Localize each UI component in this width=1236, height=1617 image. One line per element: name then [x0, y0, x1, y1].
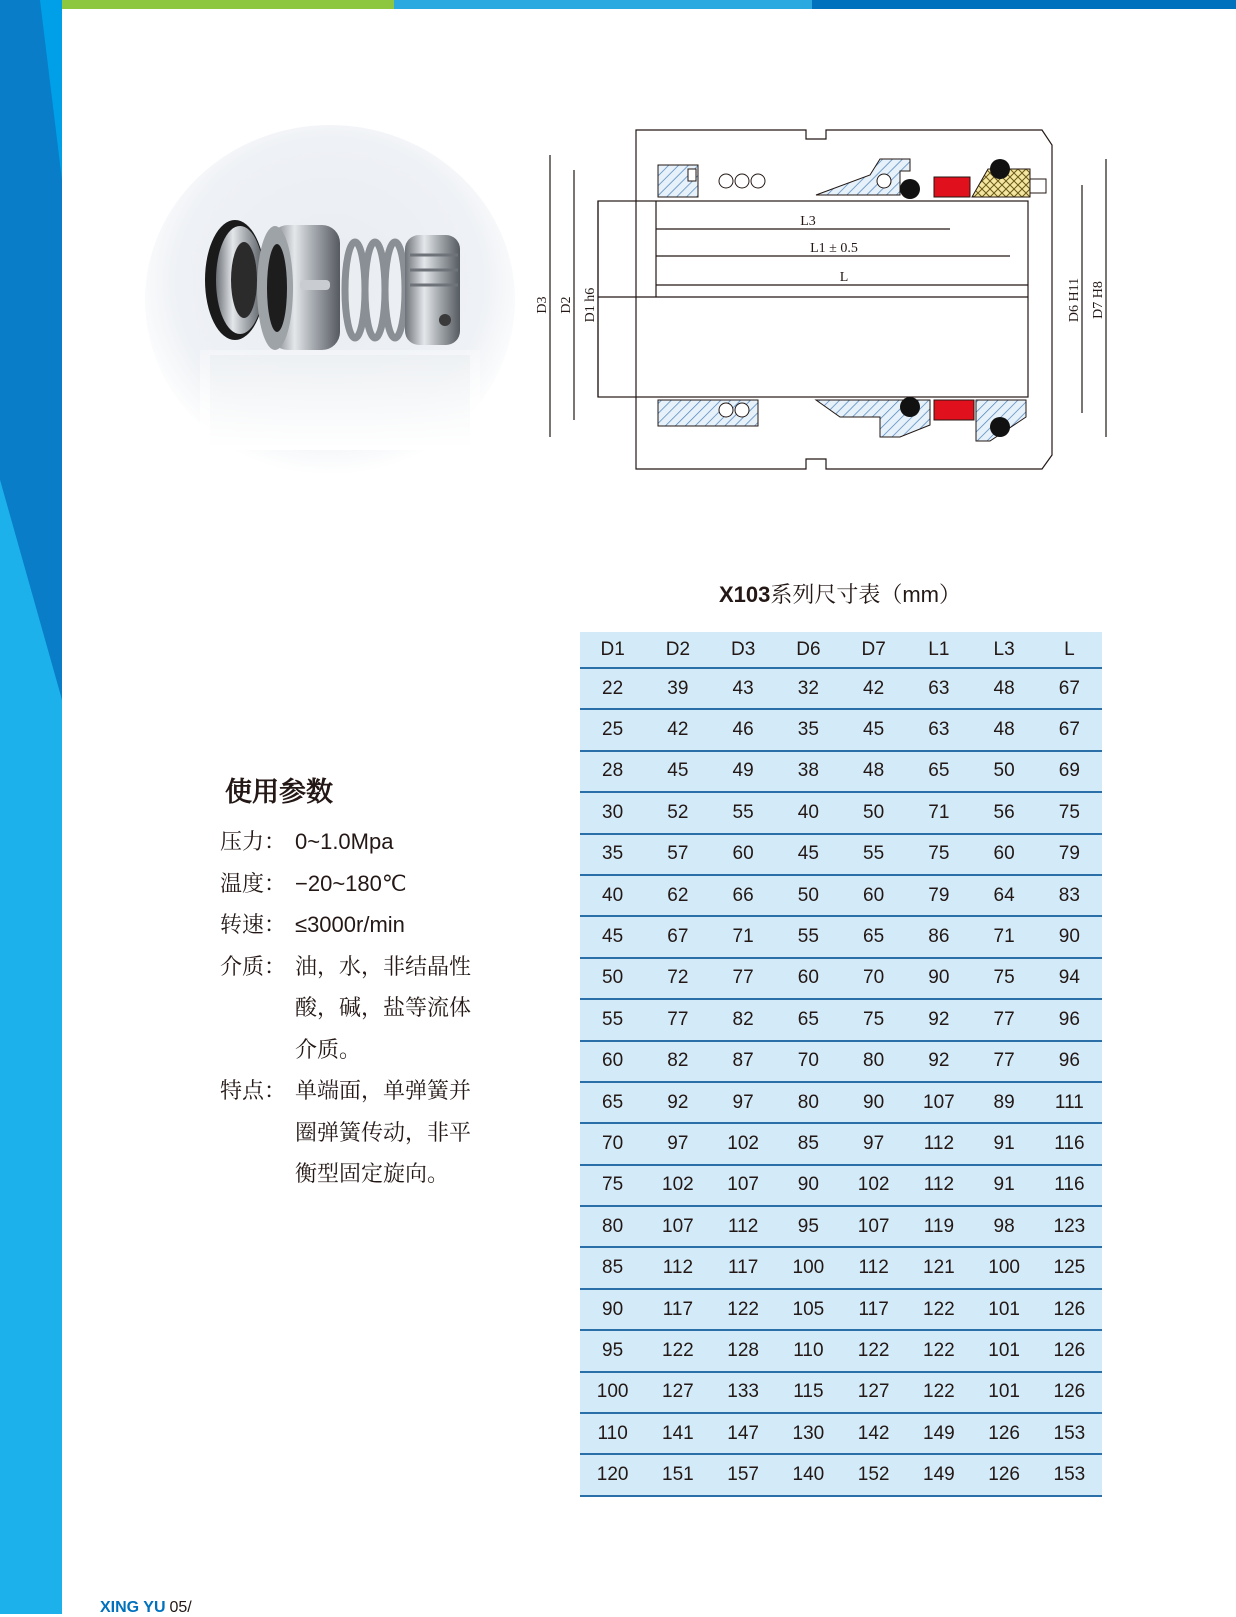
table-cell: 45	[776, 834, 841, 875]
table-cell: 97	[645, 1123, 710, 1164]
table-cell: 85	[580, 1247, 645, 1288]
usage-parameters	[220, 770, 520, 1195]
table-row	[580, 999, 1102, 1040]
table-cell: 71	[906, 792, 971, 833]
column-header: D2	[645, 632, 710, 668]
table-cell: 60	[711, 834, 776, 875]
column-header: D3	[711, 632, 776, 668]
table-cell: 40	[776, 792, 841, 833]
table-cell: 57	[645, 834, 710, 875]
table-cell: 133	[711, 1372, 776, 1413]
table-row	[580, 1372, 1102, 1413]
table-cell: 86	[906, 916, 971, 957]
table-cell: 77	[645, 999, 710, 1040]
table-cell: 60	[580, 1041, 645, 1082]
table-cell: 22	[580, 668, 645, 709]
table-cell: 123	[1037, 1206, 1102, 1247]
column-header: L3	[972, 632, 1037, 668]
table-cell: 48	[972, 668, 1037, 709]
table-row	[580, 792, 1102, 833]
column-header: D1	[580, 632, 645, 668]
table-row	[580, 1454, 1102, 1495]
table-cell: 96	[1037, 1041, 1102, 1082]
table-cell: 105	[776, 1289, 841, 1330]
table-cell: 63	[906, 668, 971, 709]
table-title-text: 系列尺寸表（mm）	[770, 582, 962, 607]
table-cell: 42	[645, 709, 710, 750]
table-cell: 119	[906, 1206, 971, 1247]
table-row	[580, 709, 1102, 750]
table-cell: 67	[1037, 668, 1102, 709]
table-cell: 66	[711, 875, 776, 916]
param-key: 转速：	[220, 912, 287, 937]
table-cell: 112	[841, 1247, 906, 1288]
table-cell: 115	[776, 1372, 841, 1413]
dim-label-d2: D2	[559, 296, 574, 314]
table-cell: 153	[1037, 1454, 1102, 1495]
table-cell: 39	[645, 668, 710, 709]
table-cell: 35	[776, 709, 841, 750]
param-row-medium	[220, 946, 520, 1071]
table-row	[580, 1041, 1102, 1082]
table-cell: 75	[580, 1165, 645, 1206]
table-cell: 85	[776, 1123, 841, 1164]
table-cell: 112	[645, 1247, 710, 1288]
table-header-row	[580, 632, 1102, 668]
table-cell: 116	[1037, 1165, 1102, 1206]
table-cell: 90	[776, 1165, 841, 1206]
top-color-bar	[62, 0, 1236, 9]
table-row	[580, 1330, 1102, 1371]
table-cell: 70	[841, 958, 906, 999]
table-cell: 126	[972, 1454, 1037, 1495]
table-cell: 62	[645, 875, 710, 916]
table-cell: 130	[776, 1413, 841, 1454]
param-value: 单端面，单弹簧并圈弹簧传动，非平衡型固定旋向。	[295, 1078, 472, 1186]
table-row	[580, 751, 1102, 792]
param-row-speed	[220, 904, 520, 946]
page-footer	[100, 1599, 192, 1617]
table-cell: 77	[711, 958, 776, 999]
table-cell: 67	[1037, 709, 1102, 750]
table-cell: 96	[1037, 999, 1102, 1040]
table-cell: 92	[906, 1041, 971, 1082]
table-cell: 55	[776, 916, 841, 957]
table-cell: 97	[711, 1082, 776, 1123]
param-row-features	[220, 1070, 520, 1195]
column-header: L1	[906, 632, 971, 668]
table-cell: 107	[841, 1206, 906, 1247]
table-cell: 63	[906, 709, 971, 750]
table-cell: 40	[580, 875, 645, 916]
table-cell: 90	[1037, 916, 1102, 957]
table-cell: 77	[972, 1041, 1037, 1082]
table-cell: 152	[841, 1454, 906, 1495]
table-cell: 122	[906, 1289, 971, 1330]
param-row-pressure	[220, 821, 520, 863]
table-cell: 90	[841, 1082, 906, 1123]
table-cell: 83	[1037, 875, 1102, 916]
table-cell: 60	[776, 958, 841, 999]
param-value: ≤3000r/min	[295, 912, 405, 937]
table-row	[580, 916, 1102, 957]
dim-label-d6: D6 H11	[1067, 277, 1082, 323]
param-key: 介质：	[220, 953, 287, 979]
table-cell: 60	[972, 834, 1037, 875]
table-cell: 92	[645, 1082, 710, 1123]
table-cell: 50	[841, 792, 906, 833]
table-cell: 80	[841, 1041, 906, 1082]
table-row	[580, 1247, 1102, 1288]
param-key: 压力：	[220, 829, 287, 854]
table-cell: 45	[841, 709, 906, 750]
table-cell: 141	[645, 1413, 710, 1454]
table-title-model: X103	[718, 582, 771, 607]
table-cell: 65	[776, 999, 841, 1040]
table-cell: 101	[972, 1289, 1037, 1330]
table-cell: 100	[972, 1247, 1037, 1288]
table-cell: 75	[1037, 792, 1102, 833]
table-cell: 65	[580, 1082, 645, 1123]
table-cell: 72	[645, 958, 710, 999]
table-cell: 122	[645, 1330, 710, 1371]
table-cell: 42	[841, 668, 906, 709]
table-cell: 77	[972, 999, 1037, 1040]
dimension-table	[580, 632, 1102, 1497]
table-cell: 64	[972, 875, 1037, 916]
table-cell: 122	[906, 1330, 971, 1371]
table-cell: 55	[580, 999, 645, 1040]
table-cell: 117	[711, 1247, 776, 1288]
table-cell: 90	[580, 1289, 645, 1330]
table-cell: 126	[1037, 1372, 1102, 1413]
table-cell: 142	[841, 1413, 906, 1454]
table-cell: 107	[645, 1206, 710, 1247]
table-cell: 122	[841, 1330, 906, 1371]
params-heading: 使用参数	[225, 777, 333, 807]
table-cell: 140	[776, 1454, 841, 1495]
table-cell: 70	[580, 1123, 645, 1164]
table-cell: 127	[841, 1372, 906, 1413]
table-cell: 122	[906, 1372, 971, 1413]
table-cell: 75	[841, 999, 906, 1040]
table-cell: 126	[1037, 1289, 1102, 1330]
table-cell: 71	[972, 916, 1037, 957]
table-cell: 79	[1037, 834, 1102, 875]
table-cell: 120	[580, 1454, 645, 1495]
dim-label-l: L	[839, 270, 849, 285]
table-cell: 95	[580, 1330, 645, 1371]
param-key: 温度：	[220, 870, 287, 896]
table-cell: 98	[972, 1206, 1037, 1247]
table-cell: 52	[645, 792, 710, 833]
param-row-temperature	[220, 863, 520, 905]
side-band	[0, 0, 62, 1614]
table-cell: 69	[1037, 751, 1102, 792]
table-cell: 100	[776, 1247, 841, 1288]
table-row	[580, 1123, 1102, 1164]
table-cell: 128	[711, 1330, 776, 1371]
param-key: 特点：	[220, 1078, 287, 1103]
table-cell: 149	[906, 1454, 971, 1495]
table-cell: 65	[841, 916, 906, 957]
table-cell: 125	[1037, 1247, 1102, 1288]
column-header: D6	[776, 632, 841, 668]
table-cell: 92	[906, 999, 971, 1040]
table-cell: 90	[906, 958, 971, 999]
table-cell: 121	[906, 1247, 971, 1288]
table-cell: 91	[972, 1123, 1037, 1164]
table-cell: 110	[580, 1413, 645, 1454]
table-cell: 102	[841, 1165, 906, 1206]
table-cell: 91	[972, 1165, 1037, 1206]
table-cell: 35	[580, 834, 645, 875]
table-row	[580, 1413, 1102, 1454]
table-cell: 48	[841, 751, 906, 792]
table-row	[580, 668, 1102, 709]
table-cell: 107	[906, 1082, 971, 1123]
table-cell: 50	[580, 958, 645, 999]
table-row	[580, 1206, 1102, 1247]
table-row	[580, 1082, 1102, 1123]
table-cell: 102	[645, 1165, 710, 1206]
table-cell: 97	[841, 1123, 906, 1164]
table-cell: 49	[711, 751, 776, 792]
table-cell: 157	[711, 1454, 776, 1495]
table-title	[580, 578, 1100, 609]
table-cell: 43	[711, 668, 776, 709]
table-cell: 111	[1037, 1082, 1102, 1123]
table-cell: 82	[645, 1041, 710, 1082]
table-cell: 87	[711, 1041, 776, 1082]
table-cell: 117	[841, 1289, 906, 1330]
table-cell: 67	[645, 916, 710, 957]
table-cell: 55	[841, 834, 906, 875]
table-cell: 149	[906, 1413, 971, 1454]
table-cell: 48	[972, 709, 1037, 750]
page-number: 05/	[169, 1599, 192, 1616]
table-row	[580, 1165, 1102, 1206]
table-cell: 65	[906, 751, 971, 792]
table-cell: 89	[972, 1082, 1037, 1123]
param-value: 0~1.0Mpa	[295, 829, 394, 854]
table-cell: 45	[645, 751, 710, 792]
table-cell: 55	[711, 792, 776, 833]
table-cell: 117	[645, 1289, 710, 1330]
table-cell: 71	[711, 916, 776, 957]
table-row	[580, 875, 1102, 916]
table-cell: 60	[841, 875, 906, 916]
table-cell: 82	[711, 999, 776, 1040]
table-cell: 102	[711, 1123, 776, 1164]
dim-label-l3: L3	[800, 214, 816, 229]
table-cell: 56	[972, 792, 1037, 833]
product-photo	[140, 130, 520, 490]
table-cell: 50	[776, 875, 841, 916]
dim-label-d3: D3	[535, 296, 550, 314]
table-cell: 46	[711, 709, 776, 750]
table-cell: 112	[906, 1165, 971, 1206]
table-cell: 95	[776, 1206, 841, 1247]
table-cell: 45	[580, 916, 645, 957]
column-header: D7	[841, 632, 906, 668]
table-cell: 101	[972, 1330, 1037, 1371]
table-row	[580, 834, 1102, 875]
table-cell: 127	[645, 1372, 710, 1413]
table-row	[580, 958, 1102, 999]
table-cell: 107	[711, 1165, 776, 1206]
dim-label-l1: L1 ± 0.5	[810, 241, 858, 256]
table-cell: 79	[906, 875, 971, 916]
section-drawing	[535, 125, 1150, 485]
table-cell: 25	[580, 709, 645, 750]
table-cell: 112	[711, 1206, 776, 1247]
table-cell: 75	[906, 834, 971, 875]
table-cell: 126	[972, 1413, 1037, 1454]
table-cell: 30	[580, 792, 645, 833]
table-cell: 112	[906, 1123, 971, 1164]
dim-label-d7: D7 H8	[1091, 281, 1106, 319]
footer-brand: XING YU	[100, 1599, 166, 1616]
table-cell: 28	[580, 751, 645, 792]
table-row	[580, 1289, 1102, 1330]
table-cell: 38	[776, 751, 841, 792]
table-cell: 80	[580, 1206, 645, 1247]
param-value: 油，水，非结晶性酸，碱，盐等流体介质。	[295, 953, 472, 1062]
table-cell: 50	[972, 751, 1037, 792]
table-cell: 94	[1037, 958, 1102, 999]
table-cell: 80	[776, 1082, 841, 1123]
param-value: −20~180℃	[295, 870, 407, 896]
table-cell: 70	[776, 1041, 841, 1082]
table-cell: 126	[1037, 1330, 1102, 1371]
table-cell: 32	[776, 668, 841, 709]
dim-label-d1: D1 h6	[583, 287, 598, 323]
table-cell: 147	[711, 1413, 776, 1454]
table-cell: 153	[1037, 1413, 1102, 1454]
table-cell: 151	[645, 1454, 710, 1495]
table-cell: 110	[776, 1330, 841, 1371]
table-cell: 100	[580, 1372, 645, 1413]
table-cell: 122	[711, 1289, 776, 1330]
table-cell: 75	[972, 958, 1037, 999]
column-header: L	[1037, 632, 1102, 668]
table-cell: 116	[1037, 1123, 1102, 1164]
table-cell: 101	[972, 1372, 1037, 1413]
